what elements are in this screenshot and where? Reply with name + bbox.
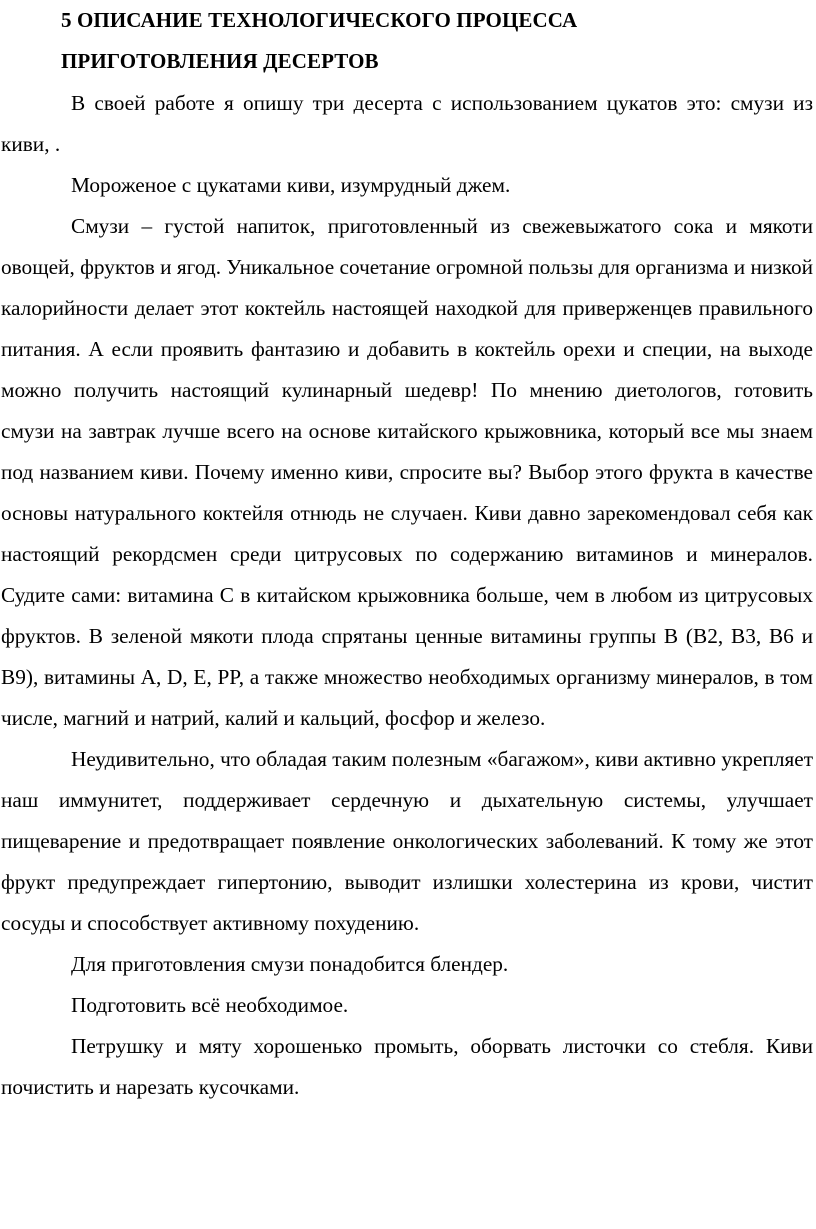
- heading-line-2: ПРИГОТОВЛЕНИЯ ДЕСЕРТОВ: [61, 49, 379, 73]
- paragraph-blender: Для приготовления смузи понадобится блендер.: [71, 952, 509, 976]
- paragraph-intro: В своей работе я опишу три десерта с использованием цукатов это: смузи из киви, .: [1, 91, 813, 156]
- paragraph-smoothie-description: Смузи – густой напиток, приготовленный из свежевыжатого сока и мякоти овощей, фруктов и ягод. Уникальное сочетание огромной пользы для организма и низкой калорийности делает этот коктейль настоящей находкой для приверженцев правильного питания. А если проявить фантазию и добавить в коктейль орехи и специи, на выходе можно получить настоящий кулинарный шедевр! По мнению диетологов, готовить смузи на завтрак лучше всего на основе китайского крыжовника, который все мы знаем под названием киви. Почему именно киви, спросите вы? Выбор этого фрукта в качестве основы натурального коктейля отнюдь не случаен. Киви давно зарекомендовал себя как настоящий рекордсмен среди цитрусовых по содержанию витаминов и минералов. Судите сами: витамина С в китайском крыжовника больше, чем в любом из цитрусовых фруктов. В зеленой мякоти плода спрятаны ценные витамины группы В (В2, В3, В6 и В9), витамины A, D, E, PP, а также множество необходимых организму минералов, в том числе, магний и натрий, калий и кальций, фосфор и железо.: [1, 214, 813, 730]
- heading-line-1: 5 ОПИСАНИЕ ТЕХНОЛОГИЧЕСКОГО ПРОЦЕССА: [61, 8, 578, 32]
- section-heading: [1, 0, 813, 82]
- paragraph-prepare: Подготовить всё необходимое.: [71, 993, 349, 1017]
- paragraph-kiwi-benefits: Неудивительно, что обладая таким полезным «багажом», киви активно укрепляет наш иммунитет, поддерживает сердечную и дыхательную системы, улучшает пищеварение и предотвращает появление онкологических заболеваний. К тому же этот фрукт предупреждает гипертонию, выводит излишки холестерина из крови, чистит сосуды и способствует активному похудению.: [1, 747, 814, 935]
- paragraph-parsley-mint: Петрушку и мяту хорошенько промыть, оборвать листочки со стебля. Киви почистить и нарезать кусочками.: [1, 1034, 813, 1099]
- paragraph-dessert-list: Мороженое с цукатами киви, изумрудный джем.: [71, 173, 511, 197]
